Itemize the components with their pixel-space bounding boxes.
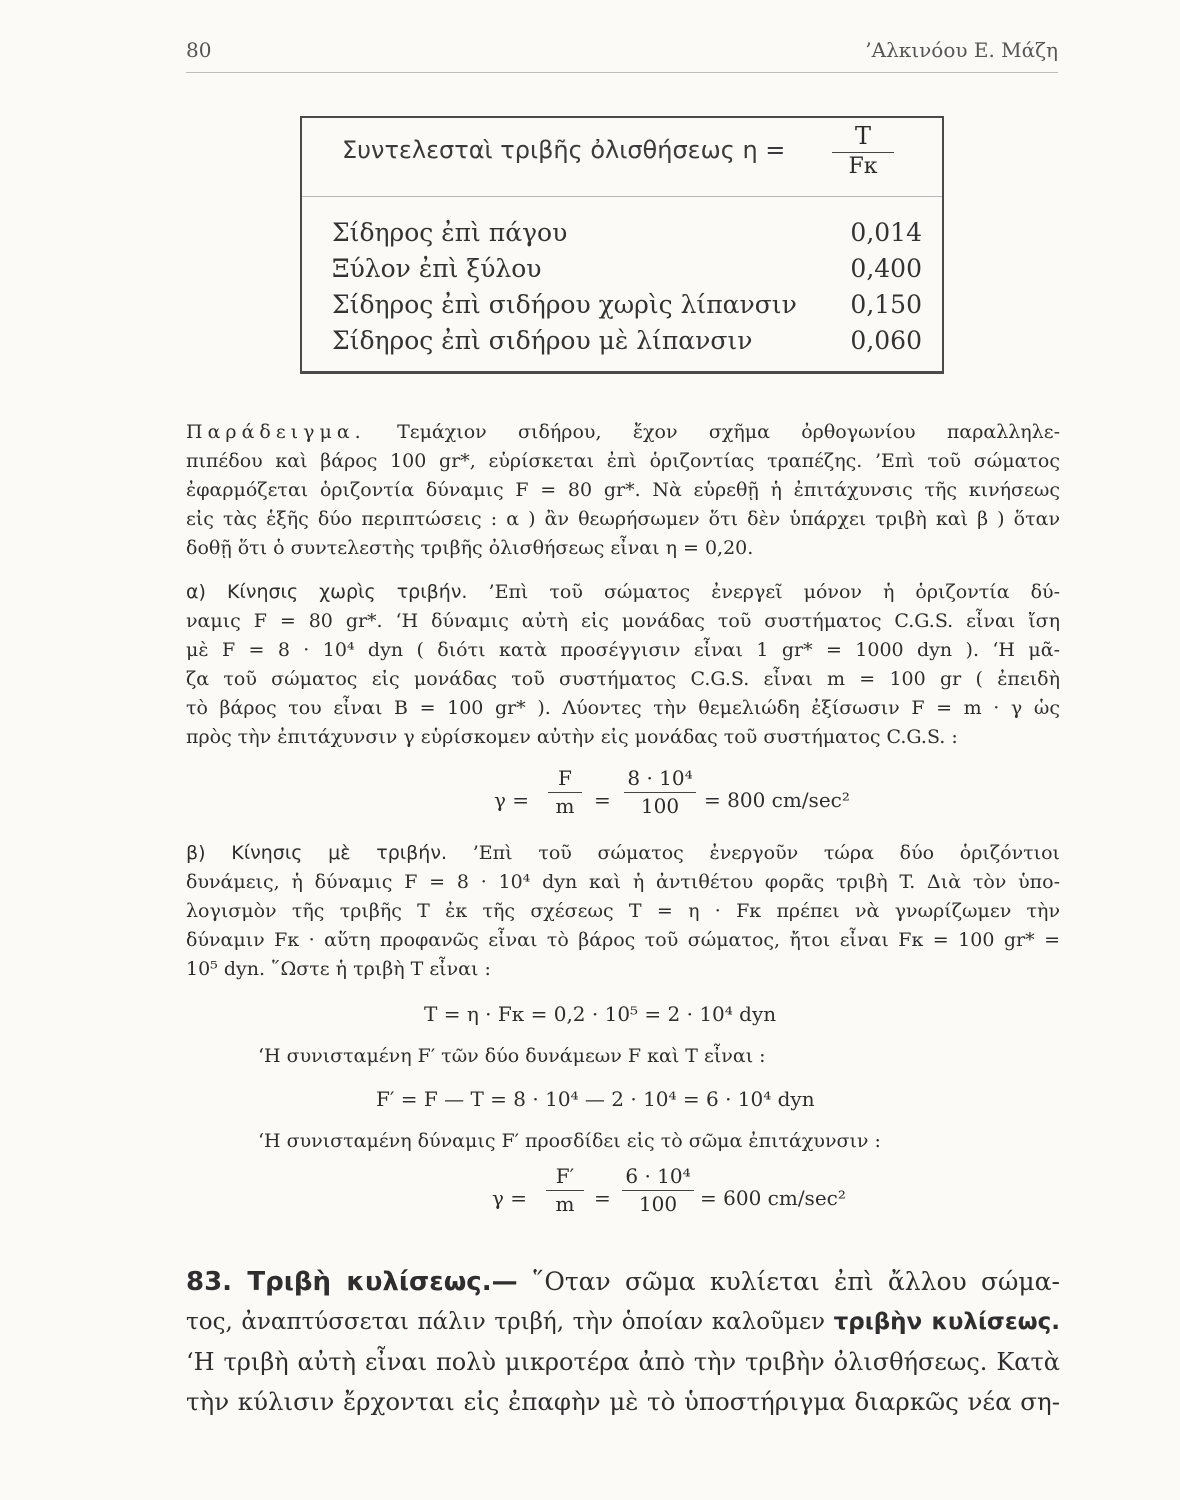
row-material: Σίδηρος ἐπὶ πάγου (332, 218, 568, 247)
equation-lhs: γ = (494, 788, 530, 812)
fraction-numerator: F′ (555, 1164, 575, 1188)
fraction-bar (548, 792, 582, 793)
fraction-bar (546, 1190, 584, 1191)
part-a-heading: α) Κίνησις χωρὶς τριβήν. (186, 581, 468, 603)
section-line-text: ῞Οταν σῶμα κυλίεται ἐπὶ ἄλλου σώμα- (531, 1267, 1061, 1296)
fraction-numerator: 6 · 10⁴ (625, 1164, 691, 1188)
author-name: ’Αλκινόου Ε. Μάζη (865, 38, 1058, 62)
running-header (186, 38, 1058, 72)
fraction-denominator: m (555, 1192, 575, 1216)
part-b-heading: β) Κίνησις μὲ τριβήν. (186, 842, 448, 864)
row-coefficient: 0,014 (850, 218, 922, 247)
fraction-bar (622, 1190, 694, 1191)
text-line: τὴν κύλισιν ἔρχονται εἰς ἐπαφὴν μὲ τὸ ὑποστήριγμα διαρκῶς νέα ση- (186, 1387, 1060, 1416)
text-line: 10⁵ dyn. ῞Ωστε ἡ τριβὴ T εἶναι : (186, 958, 491, 980)
text-line (186, 1302, 1060, 1342)
table-title: Συντελεσταὶ τριβῆς ὀλισθήσεως η = (342, 136, 786, 164)
text-line: δύναμιν Fκ · αὕτη προφανῶς εἶναι τὸ βάρος τοῦ σώματος, ἤτοι εἶναι Fκ = 100 gr* = (186, 929, 1060, 951)
section-83 (186, 1262, 1060, 1422)
text-line: τὸ βάρος του εἶναι B = 100 gr* ). Λύοντες τὴν θεμελιώδη ἐξίσωσιν F = m · γ ὡς (186, 697, 1060, 719)
text-line: ἐφαρμόζεται ὁριζοντία δύναμις F = 80 gr*. Νὰ εὑρεθῇ ἡ ἐπιτάχυνσις τῆς κινήσεως (186, 479, 1060, 501)
text-line (186, 578, 1060, 607)
part-a-line-text: ’Επὶ τοῦ σώματος ἐνεργεῖ μόνον ἡ ὁριζοντία δύ- (488, 581, 1061, 603)
fraction-bar (624, 792, 696, 793)
text-line: πιπέδου καὶ βάρος 100 gr*, εὑρίσκεται ἐπὶ ὁριζοντίας τραπέζης. ’Επὶ τοῦ σώματος (186, 450, 1060, 472)
example-label: Παράδειγμα. (186, 421, 366, 443)
example-line-text: Τεμάχιον σιδήρου, ἔχον σχῆμα ὀρθογωνίου παραλληλε- (397, 421, 1060, 443)
equation-equals: = (594, 788, 611, 812)
text-line: ‘Η τριβὴ αὐτὴ εἶναι πολὺ μικροτέρα ἀπὸ τὴν τριβὴν ὀλισθήσεως. Κατὰ (186, 1348, 1060, 1376)
text-line: δυνάμεις, ἡ δύναμις F = 8 · 10⁴ dyn καὶ ἡ ἀντιθέτου φορᾶς τριβὴ T. Διὰ τὸν ὑπο- (186, 871, 1060, 893)
fraction-numerator: F (558, 766, 572, 790)
text-line: λογισμὸν τῆς τριβῆς T ἐκ τῆς σχέσεως T = η · Fκ πρέπει νὰ γνωρίζωμεν τὴν (186, 900, 1060, 922)
equation-resultant: F′ = F — T = 8 · 10⁴ — 2 · 10⁴ = 6 · 10⁴ dyn (376, 1087, 815, 1111)
equation-rhs: = 600 cm/sec² (700, 1186, 846, 1210)
resultant-text: ‘Η συνισταμένη F′ τῶν δύο δυνάμεων F καὶ T εἶναι : (258, 1045, 766, 1067)
fraction-bar (832, 152, 894, 153)
text-line: πρὸς τὴν ἐπιτάχυνσιν γ εὑρίσκομεν αὐτὴν εἰς μονάδας τοῦ συστήματος C.G.S. : (186, 726, 958, 748)
part-b-paragraph (186, 839, 1060, 984)
equation-fraction (622, 1166, 694, 1214)
text-line (186, 1262, 1060, 1302)
fraction-denominator: 100 (640, 794, 680, 818)
text-line (186, 418, 1060, 447)
text-line: ναμις F = 80 gr*. ‘Η δύναμις αὐτὴ εἰς μονάδας τοῦ συστήματος C.G.S. εἶναι ἴση (186, 610, 1060, 632)
table-header-rule (302, 196, 942, 197)
example-paragraph (186, 418, 1060, 563)
fraction-denominator: m (555, 794, 575, 818)
fraction-numerator: T (854, 122, 871, 150)
row-material: Σίδηρος ἐπὶ σιδήρου μὲ λίπανσιν (332, 326, 753, 355)
part-a-paragraph (186, 578, 1060, 752)
term-emphasis: τριβὴν κυλίσεως. (833, 1309, 1061, 1335)
equation-fraction (548, 768, 582, 816)
text-line: εἰς τὰς ἑξῆς δύο περιπτώσεις : α ) ἂν θεωρήσωμεν ὅτι δὲν ὑπάρχει τριβὴ καὶ β ) ὅταν (186, 508, 1060, 530)
part-b-line-text: ’Επὶ τοῦ σώματος ἐνεργοῦν τώρα δύο ὁριζόντιοι (472, 842, 1060, 864)
text-line: μὲ F = 8 · 10⁴ dyn ( διότι κατὰ προσέγγισιν εἶναι 1 gr* = 1000 dyn ). ‘Η μᾶ- (186, 639, 1060, 661)
equation-fraction (546, 1166, 584, 1214)
equation-rhs: = 800 cm/sec² (704, 788, 850, 812)
row-coefficient: 0,150 (850, 290, 922, 319)
table-title-fraction (832, 124, 894, 178)
page-number: 80 (186, 38, 212, 62)
text-line: δοθῇ ὅτι ὁ συντελεστὴς τριβῆς ὀλισθήσεως εἶναι η = 0,20. (186, 537, 754, 559)
row-coefficient: 0,060 (850, 326, 922, 355)
row-coefficient: 0,400 (850, 254, 922, 283)
text-line: ζα τοῦ σώματος εἰς μονάδας τοῦ συστήματος C.G.S. εἶναι m = 100 gr ( ἐπειδὴ (186, 668, 1060, 690)
acceleration-text: ‘Η συνισταμένη δύναμις F′ προσδίδει εἰς τὸ σῶμα ἐπιτάχυνσιν : (258, 1130, 881, 1152)
header-rule (186, 72, 1058, 73)
table-row (332, 290, 922, 324)
section-heading: 83. Τριβὴ κυλίσεως.— (186, 1267, 518, 1297)
fraction-denominator: Fκ (848, 154, 878, 179)
section-line-text: τος, ἀναπτύσσεται πάλιν τριβή, τὴν ὁποίαν καλοῦμεν (186, 1309, 825, 1335)
table-row (332, 218, 922, 252)
friction-table (300, 116, 944, 374)
fraction-numerator: 8 · 10⁴ (627, 766, 693, 790)
table-row (332, 326, 922, 360)
equation-friction: T = η · Fκ = 0,2 · 10⁵ = 2 · 10⁴ dyn (424, 1002, 777, 1026)
table-row (332, 254, 922, 288)
equation-lhs: γ = (492, 1186, 528, 1210)
equation-equals: = (594, 1186, 611, 1210)
fraction-denominator: 100 (638, 1192, 678, 1216)
row-material: Σίδηρος ἐπὶ σιδήρου χωρὶς λίπανσιν (332, 290, 797, 319)
text-line (186, 839, 1060, 868)
row-material: Ξύλον ἐπὶ ξύλου (332, 254, 542, 283)
equation-fraction (624, 768, 696, 816)
